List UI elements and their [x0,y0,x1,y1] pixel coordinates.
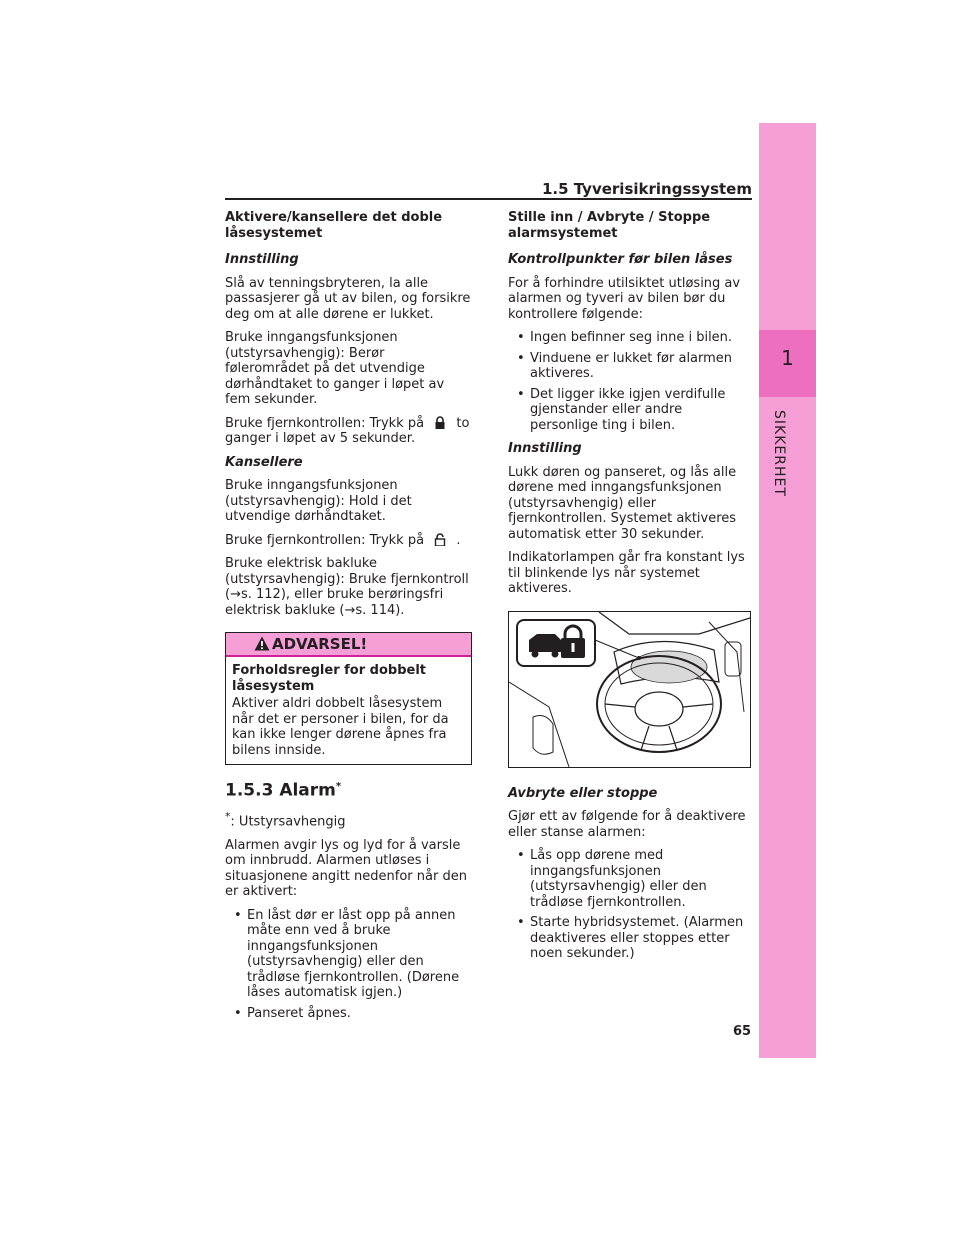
dashboard-illustration [508,611,751,768]
footnote: *: Utstyrsavhengig [225,810,346,830]
right-p3: Indikatorlampen går fra konstant lys til blinkende lys når systemet aktiveres. [508,550,745,596]
warning-body [226,657,471,764]
left-p7: Alarmen avgir lys og lyd for å varsle om innbrudd. Alarmen utløses i situasjonene angitt nedenfor når den er aktivert: [225,837,467,900]
right-sub-kontrollpunkter: Kontrollpunkter før bilen låses [508,252,733,267]
right-sub-innstilling: Innstilling [508,441,582,456]
chapter-label: SIKKERHET [771,410,787,497]
list-item: • Det ligger ikke igjen verdifulle gjenstander eller andre personlige ting i bilen. [508,387,752,434]
right-column [508,210,752,970]
left-p3: Bruke fjernkontrollen: Trykk på to ganger i løpet av 5 sekunder. [225,415,470,446]
lock-icon [434,416,446,429]
right-p2: Lukk døren og panseret, og lås alle dørene med inngangsfunksjonen (utstyrsavhengig) eller fjernkontrollen. Systemet aktiveres automatisk etter 30 sekunder. [508,464,737,542]
deactivate-list [508,848,752,962]
list-item: • Ingen befinner seg inne i bilen. [508,330,752,346]
warning-box [225,632,472,765]
warning-title: ADVARSEL! [272,635,368,653]
alarm-trigger-list [225,908,472,1022]
list-item: • Starte hybridsystemet. (Alarmen deaktiveres eller stoppes etter noen sekunder.) [508,915,752,962]
right-heading: Stille inn / Avbryte / Stoppe alarmsystemet [508,210,711,241]
unlock-icon [434,533,446,546]
dashboard-drawing [509,612,750,767]
left-p6: Bruke elektrisk bakluke (utstyrsavhengig): Bruke fjernkontroll (→s. 112), eller bruke berøringsfri elektrisk bakluke (→s. 114). [225,556,469,618]
checklist [508,330,752,433]
left-p1: Slå av tenningsbryteren, la alle passasjerer gå ut av bilen, og forsikre deg om at alle dørene er lukket. [225,275,471,322]
warning-header [226,633,471,657]
left-p5: Bruke fjernkontrollen: Trykk på . [225,532,461,548]
alarm-asterisk: * [335,781,342,792]
list-item: • Panseret åpnes. [225,1006,472,1022]
section-header: 1.5 Tyverisikringssystem [541,180,752,198]
right-sub-avbryte: Avbryte eller stoppe [508,785,658,801]
warning-text: Aktiver aldri dobbelt låsesystem når det er personer i bilen, for da kan ikke lenger dørene åpnes fra bilens innside. [232,696,449,758]
page-number: 65 [733,1024,752,1039]
left-sub-kansellere: Kansellere [225,454,303,470]
list-item: • Vinduene er lukket før alarmen aktiveres. [508,351,752,382]
warning-heading: Forholdsregler for dobbelt låsesystem [232,663,426,694]
list-item: • En låst dør er låst opp på annen måte enn ved å bruke inngangsfunksjonen (utstyrsavhengig) eller den trådløse fjernkontrollen. (Dørene låses automatisk igjen.) [225,908,472,1001]
warning-icon [254,636,270,651]
footnote-mark: * [225,810,231,824]
chapter-sidebar [759,123,816,1058]
header-rule [225,198,752,200]
right-p1: For å forhindre utilsiktet utløsing av alarmen og tyveri av bilen bør du kontrollere følgende: [508,275,741,322]
right-p4: Gjør ett av følgende for å deaktivere eller stanse alarmen: [508,809,746,840]
left-p2: Bruke inngangsfunksjonen (utstyrsavhengig): Berør følerområdet på det utvendige dørhåndtaket to ganger i løpet av fem sekunder. [225,330,445,407]
alarm-heading: 1.5.3 Alarm* [225,780,342,801]
left-heading: Aktivere/kansellere det doble låsesystemet [225,210,443,241]
list-item: • Lås opp dørene med inngangsfunksjonen (utstyrsavhengig) eller den trådløse fjernkontrollen. [508,848,752,910]
left-column [225,210,472,1029]
left-p4: Bruke inngangsfunksjonen (utstyrsavhengig): Hold i det utvendige dørhåndtaket. [225,478,412,524]
left-sub-innstilling: Innstilling [225,252,299,267]
chapter-number: 1 [781,346,794,370]
